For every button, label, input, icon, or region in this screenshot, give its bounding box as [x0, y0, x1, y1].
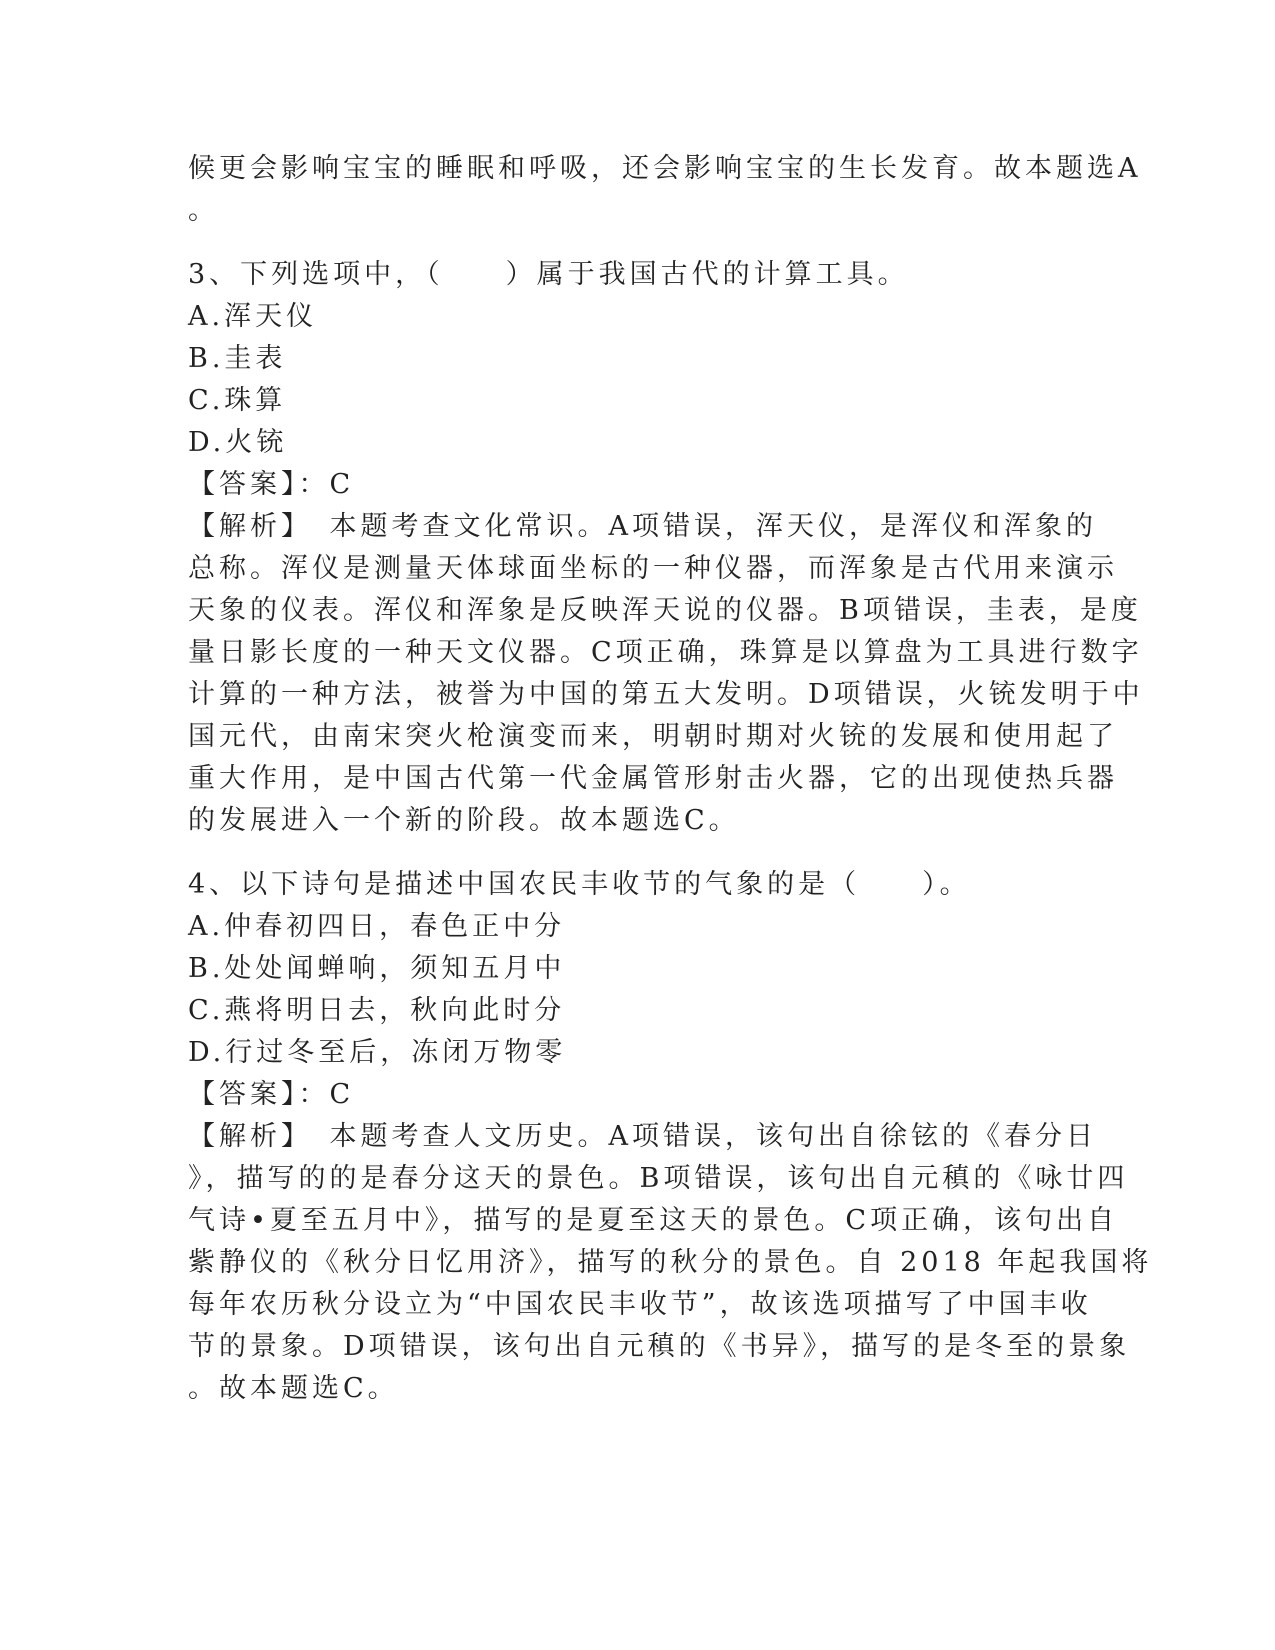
question-3-option-a: A.浑天仪 [188, 301, 318, 332]
analysis-line: 节的景象。D项错误，该句出自元稹的《书异》，描写的是冬至的景象 [188, 1331, 1131, 1362]
question-4-option-a: A.仲春初四日，春色正中分 [188, 911, 566, 942]
question-4-option-b: B.处处闻蝉响，须知五月中 [188, 953, 566, 984]
analysis-line: 。故本题选C。 [188, 1373, 399, 1404]
analysis-line: 气诗•夏至五月中》，描写的是夏至这天的景色。C项正确，该句出自 [188, 1205, 1119, 1236]
question-3-option-d: D.火铳 [188, 427, 288, 458]
analysis-line: 。 [188, 195, 219, 226]
question-3 [188, 254, 1144, 842]
question-3-stem: 3、下列选项中，（ ）属于我国古代的计算工具。 [188, 259, 909, 290]
analysis-line: 候更会影响宝宝的睡眠和呼吸，还会影响宝宝的生长发育。故本题选A [188, 153, 1142, 184]
analysis-line: 国元代，由南宋突火枪演变而来，明朝时期对火铳的发展和使用起了 [188, 721, 1118, 752]
analysis-line: 总称。浑仪是测量天体球面坐标的一种仪器，而浑象是古代用来演示 [188, 553, 1118, 584]
analysis-line: 紫静仪的《秋分日忆用济》，描写的秋分的景色。自 2018 年起我国将 [188, 1247, 1153, 1278]
analysis-line: 》，描写的的是春分这天的景色。B项错误，该句出自元稹的《咏廿四 [188, 1163, 1129, 1194]
analysis-line: 重大作用，是中国古代第一代金属管形射击火器，它的出现使热兵器 [188, 763, 1118, 794]
question-3-analysis [188, 506, 1144, 842]
question-3-answer: 【答案】：C [188, 469, 355, 500]
analysis-line: 【解析】 本题考查人文历史。A项错误，该句出自徐铉的《春分日 [188, 1121, 1097, 1152]
question-3-option-c: C.珠算 [188, 385, 287, 416]
analysis-line: 计算的一种方法，被誉为中国的第五大发明。D项错误，火铳发明于中 [188, 679, 1144, 710]
question-4-stem: 4、以下诗句是描述中国农民丰收节的气象的是（ ）。 [188, 869, 971, 900]
question-4 [188, 864, 1153, 1410]
document-body [188, 148, 1153, 1410]
question-4-answer: 【答案】：C [188, 1079, 355, 1110]
previous-analysis-continuation [188, 148, 1142, 232]
question-4-analysis [188, 1116, 1153, 1410]
analysis-line: 的发展进入一个新的阶段。故本题选C。 [188, 805, 740, 836]
question-3-option-b: B.圭表 [188, 343, 287, 374]
analysis-line: 每年农历秋分设立为“中国农民丰收节”，故该选项描写了中国丰收 [188, 1289, 1092, 1320]
analysis-line: 量日影长度的一种天文仪器。C项正确，珠算是以算盘为工具进行数字 [188, 637, 1143, 668]
question-4-option-c: C.燕将明日去，秋向此时分 [188, 995, 566, 1026]
analysis-line: 【解析】 本题考查文化常识。A项错误，浑天仪，是浑仪和浑象的 [188, 511, 1097, 542]
question-4-option-d: D.行过冬至后，冻闭万物零 [188, 1037, 567, 1068]
analysis-line: 天象的仪表。浑仪和浑象是反映浑天说的仪器。B项错误，圭表，是度 [188, 595, 1142, 626]
